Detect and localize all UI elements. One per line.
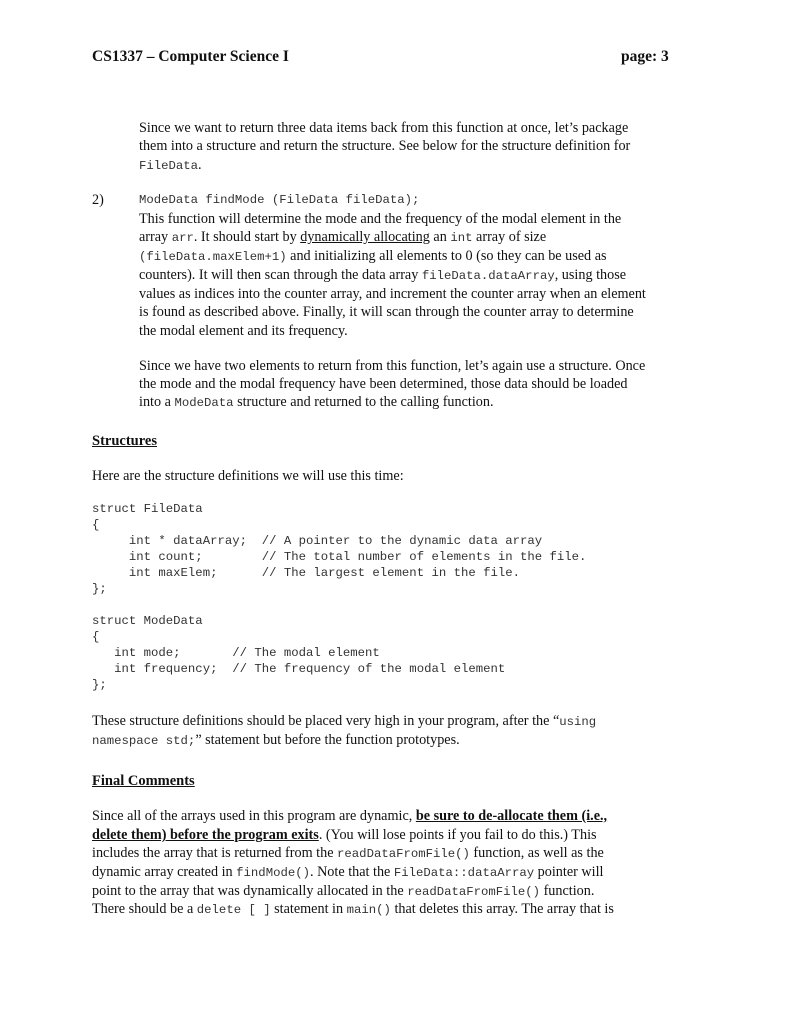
intro-line-2: them into a structure and return the structure. See below for the structure definition for bbox=[139, 138, 631, 154]
item2-line-3: (fileData.maxElem+1) and initializing all elements to 0 (so they can be used as bbox=[139, 248, 607, 264]
final-line-1: Since all of the arrays used in this program are dynamic, be sure to de-allocate them (i.e., bbox=[92, 808, 608, 824]
item2-line-7: the modal element and its frequency. bbox=[139, 323, 348, 339]
code-line: { bbox=[92, 630, 100, 644]
item2-line-6: is found as described above. Finally, it will scan through the counter array to determine bbox=[139, 304, 634, 320]
code-line: struct ModeData bbox=[92, 614, 203, 628]
code-line: int count; // The total number of elements in the file. bbox=[92, 550, 587, 564]
deallocate-emphasis: be sure to de-allocate them (i.e., bbox=[415, 808, 608, 824]
intro-line-3: FileData. bbox=[139, 157, 202, 173]
code-line: { bbox=[92, 518, 100, 532]
final-line-2: delete them) before the program exits. (You will lose points if you fail to do this.) This bbox=[92, 827, 597, 843]
structures-after-line-2: namespace std;” statement but before the function prototypes. bbox=[92, 732, 460, 748]
item2-line-5: values as indices into the counter array, and increment the counter array when an element bbox=[139, 286, 646, 302]
structures-heading: Structures bbox=[92, 433, 157, 449]
structures-after-line-1: These structure definitions should be placed very high in your program, after the “using bbox=[92, 713, 597, 729]
code-line: int frequency; // The frequency of the modal element bbox=[92, 662, 506, 676]
final-line-6: There should be a delete [ ] statement in main() that deletes this array. The array that is bbox=[92, 901, 614, 917]
item2-p2-line-2: the mode and the modal frequency have been determined, those data should be loaded bbox=[139, 376, 628, 392]
final-line-4: dynamic array created in findMode(). Note that the FileData::dataArray pointer will bbox=[92, 864, 604, 880]
item2-line-2: array arr. It should start by dynamically allocating an int array of size bbox=[139, 229, 547, 245]
intro-line-1: Since we want to return three data items back from this function at once, let’s package bbox=[139, 120, 629, 136]
code-line: int * dataArray; // A pointer to the dynamic data array bbox=[92, 534, 543, 548]
structures-intro: Here are the structure definitions we will use this time: bbox=[92, 468, 404, 484]
page-number: page: 3 bbox=[621, 48, 669, 65]
item2-line-1: This function will determine the mode and the frequency of the modal element in the bbox=[139, 211, 622, 227]
final-line-5: point to the array that was dynamically allocated in the readDataFromFile() function. bbox=[92, 883, 595, 899]
deallocate-emphasis-cont: delete them) before the program exits bbox=[92, 827, 319, 843]
code-line: }; bbox=[92, 678, 107, 692]
dynamic-allocation-emphasis: dynamically allocating bbox=[300, 229, 430, 245]
final-comments-heading: Final Comments bbox=[92, 773, 195, 789]
function-signature: ModeData findMode (FileData fileData); bbox=[139, 193, 420, 207]
item-number: 2) bbox=[92, 192, 104, 208]
final-line-3: includes the array that is returned from the readDataFromFile() function, as well as the bbox=[92, 845, 604, 861]
item2-p2-line-1: Since we have two elements to return from this function, let’s again use a structure. Once bbox=[139, 358, 646, 374]
course-title: CS1337 – Computer Science I bbox=[92, 48, 289, 65]
code-line: }; bbox=[92, 582, 107, 596]
item2-p2-line-3: into a ModeData structure and returned to the calling function. bbox=[139, 394, 494, 410]
code-line: int mode; // The modal element bbox=[92, 646, 380, 660]
code-line: struct FileData bbox=[92, 502, 203, 516]
item2-line-4: counters). It will then scan through the data array fileData.dataArray, using those bbox=[139, 267, 627, 283]
code-line: int maxElem; // The largest element in the file. bbox=[92, 566, 521, 580]
filedata-code: FileData bbox=[139, 159, 199, 173]
